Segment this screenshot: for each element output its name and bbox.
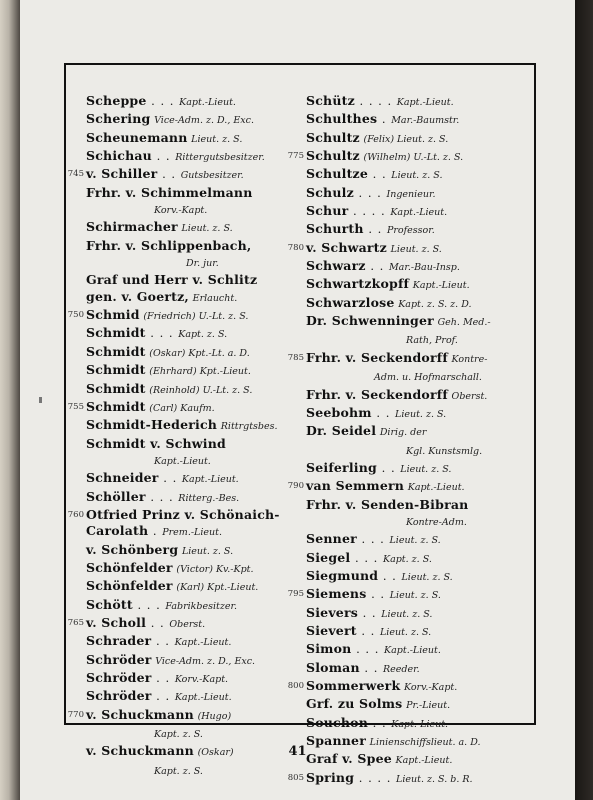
list-entry [306,93,511,111]
entry-name: Schwartzkopff [306,276,410,292]
list-entry [306,605,511,623]
entry-name: Otfried Prinz v. Schönaich- [86,506,280,522]
list-entry [67,166,291,184]
entry-name: Schröder [86,670,152,685]
list-entry [306,696,511,714]
entry-description: (Reinhold) U.-Lt. z. S. [149,384,253,396]
entry-name: Schering [86,111,151,127]
entry-number: 770 [67,709,84,720]
entry-name: v. Schwartz [306,239,387,255]
entry-description: Lieut. z. S. [181,545,234,557]
entry-dots: . . . [353,185,387,200]
list-entry [306,660,511,678]
list-entry [306,258,511,276]
entry-dots: . . [151,634,175,649]
entry-description: Kapt.-Lieut. [154,455,211,467]
entry-description: Fabrikbesitzer. [165,600,238,612]
entry-description: Kapt. z. S. [154,765,203,777]
entry-name: Schmidt-Hederich [86,417,218,433]
entry-name: Schmid [86,307,140,323]
entry-name: Schurth [306,221,364,237]
list-entry [86,436,291,452]
list-entry [86,289,291,307]
entry-name: Schrader [86,633,152,649]
entry-name: Sievers [306,604,358,620]
entry-name: Schöller [86,488,146,504]
entry-description: Dr. jur. [186,258,219,270]
list-entry [306,313,511,331]
entry-description: Gutsbesitzer. [180,170,244,182]
entry-name: Schirmacher [86,219,178,235]
list-entry [306,387,511,405]
entry-dots: . . . [145,326,179,341]
list-entry [287,148,511,166]
entry-description: Pr.-Lieut. [406,700,451,712]
list-entry [306,623,511,641]
list-entry [86,452,291,470]
entry-description: Kapt.-Lieut. [395,755,453,767]
list-entry [306,276,511,294]
entry-name: Schmidt [86,398,146,414]
entry-name: Frhr. v. Schimmelmann [86,184,253,200]
entry-description: Oberst. [451,390,488,402]
entry-name: Seebohm [306,404,372,420]
list-entry [67,307,291,325]
entry-number: 750 [67,310,84,321]
entry-description: Professor. [386,225,435,237]
list-entry [67,398,291,417]
entry-description: Kapt.-Lieut. [407,482,465,494]
entry-description: Mar.-Baumstr. [391,115,460,127]
entry-description: Reeder. [383,663,420,675]
entry-description: Lieut. z. S. [401,571,453,583]
entry-description: Kapt.-Lieut. [174,692,232,704]
entry-description: Lieut. z. S. [390,243,442,255]
entry-description: Kapt.-Lieut. [181,474,239,486]
list-entry [86,185,291,201]
entry-dots: . . . [356,532,390,547]
list-entry [287,769,511,788]
entry-name: Schmidt [86,343,146,359]
entry-name: Spring [306,769,355,785]
entry-dots: . [148,524,163,539]
list-entry [86,597,291,615]
list-entry [306,568,511,586]
list-entry [86,238,291,254]
entry-description: Vice-Adm. z. D., Exc. [154,115,254,127]
entry-description: Ingenieur. [386,188,436,200]
entry-dots: . . [376,460,401,475]
list-entry [86,633,291,651]
list-entry [86,762,291,780]
entry-description: Geh. Med.- [437,317,491,329]
entry-name: Sievert [306,622,357,638]
entry-description: Vice-Adm. z. D., Exc. [155,655,256,667]
left-column [67,93,291,780]
entry-name: Frhr. v. Seckendorff [306,386,448,402]
list-entry [86,688,291,706]
entry-dots: . . [356,623,380,638]
entry-name: Schultz [306,129,360,145]
entry-description: Kontre-Adm. [406,516,467,528]
entry-description: Lieut. z. S. [391,170,443,182]
entry-name: Schneider [86,470,159,486]
entry-name: Frhr. v. Senden-Bibran [306,496,469,512]
entry-dots: . . . [146,94,180,108]
entry-dots: . [377,112,392,127]
entry-name: Schmidt [86,380,146,396]
list-entry [86,148,291,166]
entry-name: v. Schiller [86,166,158,182]
entry-description: Lieut. z. S. [381,608,433,620]
entry-dots: . . [146,615,170,630]
list-entry [86,489,291,507]
entry-description: Korv.-Kapt. [154,205,208,217]
list-entry [86,652,291,670]
entry-name: Schönfelder [86,578,173,594]
list-entry [306,641,511,659]
book-right-edge [575,0,593,800]
entry-dots: . . . [351,642,385,657]
entry-name: Dr. Seidel [306,423,377,439]
list-entry [287,678,511,696]
entry-dots: . . [378,568,402,583]
list-entry [306,203,511,221]
list-entry [86,325,291,343]
list-entry [86,725,291,743]
entry-description: Ritterg.-Bes. [178,492,240,504]
entry-name: Siegel [306,549,351,565]
list-entry [306,513,511,531]
list-entry [86,381,291,399]
entry-description: Lieut. z. S. b. R. [396,773,473,785]
entry-name: Siegmund [306,567,379,583]
list-entry [67,614,291,633]
entry-name: Dr. Schwenninger [306,313,434,329]
entry-dots: . . [151,671,175,685]
margin-mark [39,397,42,403]
entry-description: Rittergutsbesitzer. [175,152,265,164]
entry-name: Sloman [306,659,360,675]
entry-description: Lieut. z. S. [400,463,452,475]
list-entry [306,368,511,386]
entry-description: Lieut. z. S. [395,408,447,420]
book-page [20,0,575,800]
list-entry [86,93,291,111]
entry-number: 790 [287,481,304,492]
entry-description: Erlaucht. [192,292,238,304]
entry-description: Kontre- [451,353,488,365]
list-entry [86,542,291,560]
entry-name: v. Schönberg [86,541,179,557]
entry-name: Schmidt v. Schwind [86,435,226,451]
list-entry [306,295,511,313]
entry-description: Prem.-Lieut. [162,527,222,539]
entry-description: Lieut. z. S. [389,590,441,602]
entry-number: 745 [67,169,84,180]
entry-dots: . . [371,405,396,420]
entry-dots: . . . [145,489,179,504]
entry-name: Sommerwerk [306,678,401,693]
entry-dots: . . [157,167,181,182]
entry-description: Korv.-Kapt. [403,682,458,693]
entry-description: Kapt. z. S. [154,729,203,741]
entry-description: Oberst. [169,618,206,630]
entry-name: Schütz [306,93,355,108]
list-entry [287,239,511,258]
entry-description: (Carl) Kaufm. [149,402,215,414]
entry-description: Kapt.-Lieut. [396,97,454,108]
entry-description: (Hugo) [197,710,232,722]
list-entry [86,470,291,488]
list-entry [86,578,291,596]
entry-dots: . . . . [354,770,397,785]
entry-name: Schönfelder [86,559,173,575]
entry-name: Souchon [306,714,368,730]
entry-number: 760 [67,509,84,520]
entry-description: (Karl) Kpt.-Lieut. [176,582,259,594]
list-entry [306,130,511,148]
entry-dots: . . [365,259,389,274]
entry-name: Schwarz [306,258,366,274]
entry-description: Kapt.-Lieut. [412,280,470,292]
entry-name: Schröder [86,651,152,667]
entry-description: Lieut. z. S. [181,223,233,235]
entry-description: Dirig. der [379,427,427,439]
entry-description: (Ehrhard) Kpt.-Lieut. [149,366,251,378]
list-entry [306,166,511,184]
entry-dots: . . [367,715,392,730]
entry-description: Kapt.-Lieut. [384,645,441,657]
entry-name: Graf und Herr v. Schlitz [86,272,258,288]
list-entry [306,423,511,441]
entry-name: Schött [86,596,133,612]
entry-description: Lieut. z. S. [389,535,441,547]
list-entry [86,362,291,380]
entry-description: (Victor) Kv.-Kpt. [176,563,254,575]
list-entry [86,130,291,148]
entry-name: Graf v. Spee [306,751,392,767]
list-entry [287,478,511,496]
entry-description: (Wilhelm) U.-Lt. z. S. [363,152,464,164]
list-entry [306,221,511,239]
entry-description: Kapt.-Lieut. [390,207,448,219]
list-entry [306,185,511,203]
entry-description: Rittrgtsbes. [220,421,278,433]
entry-description: (Felix) Lieut. z. S. [363,133,449,145]
entry-description: (Oskar) Kpt.-Lt. a. D. [149,347,250,359]
entry-number: 780 [287,242,304,253]
entry-name: v. Schuckmann [86,706,194,722]
list-entry [287,349,511,368]
entry-description: Kapt.-Lieut. [391,718,449,730]
list-entry [86,523,291,541]
entry-name: Simon [306,641,352,657]
entry-description: (Oskar) [197,747,234,759]
list-entry [86,670,291,688]
entry-number: 785 [287,352,304,363]
entry-name: v. Schuckmann [86,743,194,759]
entry-name: van Semmern [306,478,405,494]
entry-description: Adm. u. Hofmarschall. [374,372,482,384]
list-entry [306,405,511,423]
entry-dots: . . [366,587,390,602]
list-entry [306,111,511,129]
list-entry [306,550,511,568]
entry-dots: . . [363,222,387,237]
list-entry [86,201,291,219]
entry-name: Scheunemann [86,129,188,145]
entry-name: Grf. zu Solms [306,696,403,712]
entry-dots: . . [151,689,175,704]
entry-dots: . . [357,605,382,620]
entry-name: Frhr. v. Schlippenbach, [86,237,252,253]
list-entry [306,460,511,478]
list-entry [86,111,291,129]
entry-name: gen. v. Goertz, [86,288,189,304]
entry-description: Kapt. z. S. [178,329,228,341]
list-entry [306,531,511,549]
entry-name: v. Scholl [86,614,147,630]
entry-name: Senner [306,531,357,547]
entry-description: Kapt.-Lieut. [179,97,236,108]
list-entry [67,506,291,523]
entry-description: Kapt. z. S. [382,553,432,565]
book-left-edge [0,0,22,800]
list-entry [86,344,291,362]
entry-name: Schulthes [306,111,378,127]
list-entry [67,706,291,725]
entry-description: Lieut. z. S. [380,626,432,638]
list-entry [306,331,511,349]
entry-dots: . . [151,149,176,164]
entry-name: Siemens [306,586,367,602]
entry-name: Scheppe [86,93,147,108]
entry-name: Schulz [306,184,354,200]
list-entry [306,442,511,460]
list-entry [86,272,291,288]
entry-description: Kgl. Kunstsmlg. [406,445,483,457]
entry-name: Schur [306,203,349,219]
entry-name: Schwarzlose [306,294,395,310]
entry-description: Kapt. z. S. z. D. [398,298,472,310]
entry-description: Korv.-Kapt. [174,674,229,685]
entry-dots: . . . . [348,204,391,219]
entry-dots: . . [368,167,392,182]
page-number: 41 [288,744,307,759]
entry-description: Mar.-Bau-Insp. [388,262,460,274]
entry-description: (Friedrich) U.-Lt. z. S. [143,311,249,323]
entry-number: 765 [67,617,84,628]
entry-dots: . . [359,660,384,675]
entry-name: Spanner [306,733,366,749]
list-entry [86,254,291,272]
entry-dots: . . . [350,550,383,565]
entry-dots: . . [158,471,182,486]
entry-description: Kapt.-Lieut. [174,637,232,649]
entry-number: 795 [287,589,304,600]
entry-description: Rath, Prof. [406,335,458,347]
entry-dots: . . . . [354,94,397,108]
entry-name: Schmidt [86,325,146,341]
list-entry [86,219,291,237]
list-entry [306,715,511,733]
entry-dots: . . . [132,597,166,612]
entry-number: 775 [287,151,304,162]
entry-name: Frhr. v. Seckendorff [306,349,448,365]
list-entry [86,560,291,578]
list-entry [86,417,291,435]
entry-description: Linienschiffslieut. a. D. [369,737,481,749]
entry-name: Carolath [86,523,149,539]
entry-description: Lieut. z. S. [191,133,243,145]
entry-number: 800 [287,681,304,691]
list-entry [306,497,511,513]
entry-name: Seiferling [306,459,377,475]
entry-name: Schultz [306,148,360,164]
entry-number: 755 [67,401,84,412]
entry-number: 805 [287,772,304,783]
list-entry [287,586,511,604]
entry-name: Schröder [86,688,152,704]
entry-name: Schichau [86,148,152,164]
entry-name: Schmidt [86,362,146,378]
entry-name: Schultze [306,166,368,182]
